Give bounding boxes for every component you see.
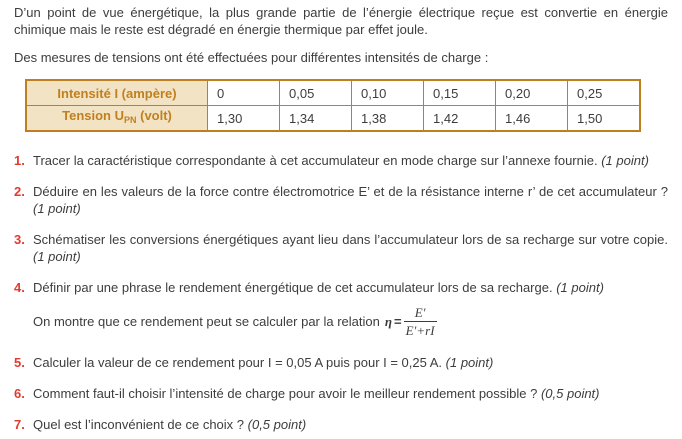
equals-sign: =: [394, 314, 402, 329]
voltage-value: 1,30: [208, 106, 280, 132]
question-7: [14, 416, 668, 433]
points-label: (1 point): [33, 201, 81, 216]
intro-paragraph-1: D’un point de vue énergétique, la plus grande partie de l’énergie électrique reçue est convertie en énergie chimique mais le reste est dégradé en énergie thermique par effet joule.: [14, 5, 668, 37]
question-number: 5.: [14, 355, 25, 370]
fraction-numerator: E′: [404, 305, 437, 322]
question-number: 3.: [14, 232, 25, 247]
question-text: [33, 152, 668, 169]
table-row: [26, 106, 640, 132]
question-4: [14, 279, 668, 340]
question-number: 2.: [14, 184, 25, 199]
question-body: Calculer la valeur de ce rendement pour I = 0,05 A puis pour I = 0,25 A.: [33, 355, 446, 370]
intensity-value: 0,05: [280, 80, 352, 106]
voltage-value: 1,38: [352, 106, 424, 132]
measurements-table: [25, 79, 641, 132]
eta-symbol: η: [384, 314, 393, 329]
voltage-value: 1,46: [496, 106, 568, 132]
voltage-value: 1,34: [280, 106, 352, 132]
question-number: 4.: [14, 280, 25, 295]
question-3: [14, 231, 668, 265]
question-text: [33, 279, 668, 340]
fraction-denominator: E′+rI: [405, 323, 435, 338]
voltage-value: 1,42: [424, 106, 496, 132]
row-header-voltage: [26, 106, 208, 132]
voltage-value: 1,50: [568, 106, 641, 132]
intensity-value: 0,15: [424, 80, 496, 106]
points-label: (1 point): [445, 355, 494, 370]
table-row: [26, 80, 640, 106]
intensity-value: 0,20: [496, 80, 568, 106]
formula-prefix: On montre que ce rendement peut se calculer par la relation: [33, 314, 380, 329]
question-text: [33, 385, 668, 402]
points-label: (0,5 point): [247, 417, 307, 432]
points-label: (1 point): [33, 249, 81, 264]
question-number: 7.: [14, 417, 25, 432]
question-number: 1.: [14, 153, 25, 168]
question-body: Tracer la caractéristique correspondante à cet accumulateur en mode charge sur l’annexe fournie.: [33, 153, 602, 168]
intensity-value: 0,10: [352, 80, 424, 106]
intensity-value: 0: [208, 80, 280, 106]
intensity-value: 0,25: [568, 80, 641, 106]
question-text: [33, 183, 668, 217]
question-list: [14, 152, 668, 433]
voltage-label-pre: Tension U: [62, 108, 124, 123]
question-body: Comment faut-il choisir l’intensité de charge pour avoir le meilleur rendement possible ?: [33, 386, 541, 401]
points-label: (0,5 point): [540, 386, 600, 401]
voltage-label-subscript: PN: [123, 115, 137, 125]
question-text: [33, 416, 668, 433]
voltage-label-post: (volt): [136, 108, 172, 123]
efficiency-formula: [33, 305, 668, 338]
question-text: [33, 231, 668, 265]
intro-paragraph-2: Des mesures de tensions ont été effectuées pour différentes intensités de charge :: [14, 50, 489, 65]
question-text: [33, 354, 668, 371]
question-6: [14, 385, 668, 402]
points-label: (1 point): [556, 280, 604, 295]
question-body: Quel est l’inconvénient de ce choix ?: [33, 417, 248, 432]
question-body: Schématiser les conversions énergétiques ayant lieu dans l’accumulateur lors de sa recharge sur votre copie.: [33, 232, 668, 247]
row-header-intensity: Intensité I (ampère): [26, 80, 208, 106]
question-body: Déduire en les valeurs de la force contre électromotrice E’ et de la résistance interne r’ de cet accumulateur ?: [33, 184, 668, 199]
question-number: 6.: [14, 386, 25, 401]
question-body: Définir par une phrase le rendement énergétique de cet accumulateur lors de sa recharge.: [33, 280, 557, 295]
question-2: [14, 183, 668, 217]
question-1: [14, 152, 668, 169]
points-label: (1 point): [601, 153, 649, 168]
fraction: [404, 305, 437, 338]
question-5: [14, 354, 668, 371]
